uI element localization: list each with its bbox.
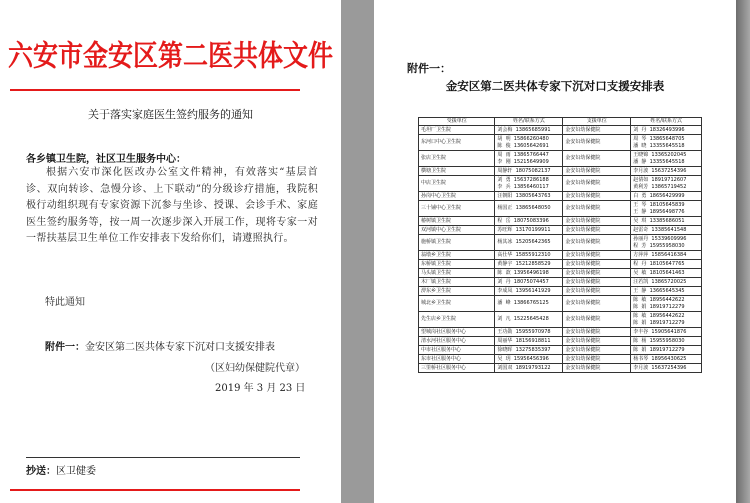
cc-label: 抄送：	[26, 466, 56, 477]
unit-cell: 望城岗社区服务中心	[419, 328, 495, 337]
contact-cell: 方萍萍 15856416384	[631, 251, 702, 260]
left-page	[0, 0, 341, 503]
page-gutter	[341, 0, 374, 503]
table-row	[419, 151, 702, 167]
expert-cell: 周 雨 13865766447 李 刚 15215649909	[495, 151, 563, 167]
table-body	[419, 126, 702, 373]
unit-cell: 先生店乡卫生院	[419, 312, 495, 328]
window-edge-shadow	[736, 0, 750, 503]
contact-cell: 陈 敏 18956442622 陈 娟 18919712279	[631, 296, 702, 312]
table-title: 金安区第二医共体专家下沉对口支援安排表	[445, 79, 665, 93]
contact-cell: 王 琴 18105645839 王 静 18956498776	[631, 201, 702, 217]
table-row	[419, 226, 702, 235]
cc-rule	[26, 457, 300, 458]
support-unit-cell: 金安妇幼保健院	[563, 364, 631, 373]
contact-cell: 王晓锦 13365202045 潘 静 13355645518	[631, 151, 702, 167]
expert-cell: 高仕华 15855912310	[495, 251, 563, 260]
table-row	[419, 135, 702, 151]
support-unit-cell: 金安妇幼保健院	[563, 287, 631, 296]
recipient-line: 各乡镇卫生院，社区卫生服务中心：	[26, 154, 186, 165]
red-header-rule	[10, 89, 300, 91]
contact-cell: 汪若凯 13865720025	[631, 278, 702, 287]
unit-cell: 东河口中心卫生院	[419, 135, 495, 151]
contact-cell: 赵雷奇 13385641548	[631, 226, 702, 235]
attachment-note	[45, 338, 275, 353]
unit-cell: 淠东乡卫生院	[419, 287, 495, 296]
support-unit-cell: 金安妇幼保健院	[563, 251, 631, 260]
expert-cell: 周丽华 18156918811	[495, 337, 563, 346]
table-row	[419, 251, 702, 260]
issue-date: 2019 年 3 月 23 日	[215, 383, 306, 394]
table-row	[419, 346, 702, 355]
expert-cell: 胡 明 15866260480 陈 俊 13605642691	[495, 135, 563, 151]
contact-cell: 赵倩如 18919712607 黄利芳 13865719452	[631, 176, 702, 192]
support-unit-cell: 金安妇幼保健院	[563, 269, 631, 278]
support-unit-cell: 金安妇幼保健院	[563, 328, 631, 337]
support-unit-cell: 金安妇幼保健院	[563, 151, 631, 167]
expert-cell: 周静轩 18075082137	[495, 167, 563, 176]
support-unit-cell: 金安妇幼保健院	[563, 278, 631, 287]
contact-cell: 李月波 15637254396	[631, 167, 702, 176]
table-row	[419, 278, 702, 287]
support-unit-cell: 金安妇幼保健院	[563, 192, 631, 201]
support-unit-cell: 金安妇幼保健院	[563, 167, 631, 176]
contact-cell: 孙丽丹 15339609996 程 芳 15955958030	[631, 235, 702, 251]
support-unit-cell: 金安妇幼保健院	[563, 126, 631, 135]
document-red-title: 六安市金安区第二医共体文件	[7, 39, 333, 73]
cc-line	[26, 462, 96, 477]
unit-cell: 清水河社区服务中心	[419, 337, 495, 346]
column-header: 姓名/联系方式	[495, 118, 563, 126]
table-row	[419, 328, 702, 337]
support-unit-cell: 金安妇幼保健院	[563, 337, 631, 346]
support-unit-cell: 金安妇幼保健院	[563, 135, 631, 151]
table-row	[419, 176, 702, 192]
table-row	[419, 192, 702, 201]
column-header: 姓名/联系方式	[631, 118, 702, 126]
table-header-row	[419, 118, 702, 126]
unit-cell: 东桥镇卫生院	[419, 260, 495, 269]
unit-cell: 毛坦厂卫生院	[419, 126, 495, 135]
unit-cell: 中市社区服务中心	[419, 346, 495, 355]
issuer-seal-note: （区妇幼保健院代章）	[205, 363, 305, 374]
support-schedule-table	[418, 117, 702, 373]
right-page	[374, 0, 736, 503]
contact-cell: 白 勇 18656429999	[631, 192, 702, 201]
table-row	[419, 337, 702, 346]
support-unit-cell: 金安妇幼保健院	[563, 226, 631, 235]
table-row	[419, 364, 702, 373]
unit-cell: 木厂镇卫生院	[419, 278, 495, 287]
unit-cell: 三里桥社区服务中心	[419, 364, 495, 373]
table-row	[419, 235, 702, 251]
unit-cell: 三十铺中心卫生院	[419, 201, 495, 217]
attachment-note-text: 金安区第二医共体专家下沉对口支援安排表	[85, 342, 275, 353]
expert-cell: 陈 歆 13956496198	[495, 269, 563, 278]
table-row	[419, 260, 702, 269]
support-unit-cell: 金安妇幼保健院	[563, 296, 631, 312]
unit-cell: 张店卫生院	[419, 151, 495, 167]
table-row	[419, 287, 702, 296]
unit-cell: 双河镇中心卫生院	[419, 226, 495, 235]
support-unit-cell: 金安妇幼保健院	[563, 217, 631, 226]
unit-cell: 横塘卫生院	[419, 167, 495, 176]
expert-cell: 杨其冰 15205642365	[495, 235, 563, 251]
expert-cell: 徐晓晖 13275835397	[495, 346, 563, 355]
cc-text: 区卫健委	[56, 466, 96, 477]
support-unit-cell: 金安妇幼保健院	[563, 260, 631, 269]
expert-cell: 杨国正 13865648050	[495, 201, 563, 217]
column-header: 支援单位	[563, 118, 631, 126]
support-unit-cell: 金安妇幼保健院	[563, 201, 631, 217]
notice-body: 根据六安市深化医改办公室文件精神，有效落实“基层首诊、双向转诊、急慢分诊、上下联动”的分级诊疗措施，我院积极行动组织现有专家资源下沉参与坐诊、授课、会诊手术、家庭医生签约服务等，按一周一次逐步深入开展工作，现将专家一对一帮扶基层卫生单位工作安排表下发给你们，请遵照执行。	[26, 167, 318, 244]
expert-cell: 吴 玥 15956456396	[495, 355, 563, 364]
contact-cell: 吴 敏 18105641463	[631, 269, 702, 278]
unit-cell: 中店卫生院	[419, 176, 495, 192]
expert-cell: 汪朝阳 13805643763	[495, 192, 563, 201]
support-unit-cell: 金安妇幼保健院	[563, 235, 631, 251]
expert-cell: 黄静宇 15212858529	[495, 260, 563, 269]
support-unit-cell: 金安妇幼保健院	[563, 176, 631, 192]
table-row	[419, 201, 702, 217]
expert-cell: 刘会梅 13865685991	[495, 126, 563, 135]
contact-cell: 陈 敏 18956442622 陈 娟 18919712279	[631, 312, 702, 328]
expert-cell: 王功勋 15955970978	[495, 328, 563, 337]
contact-cell: 李月波 15637254396	[631, 364, 702, 373]
table-row	[419, 312, 702, 328]
table-row	[419, 126, 702, 135]
unit-cell: 翁墩乡卫生院	[419, 251, 495, 260]
expert-cell: 刘 凡 15225645428	[495, 312, 563, 328]
table-row	[419, 296, 702, 312]
expert-cell: 李成凤 13956141929	[495, 287, 563, 296]
expert-cell: 刘 勇 15637286188 李 兵 13856460117	[495, 176, 563, 192]
table-row	[419, 269, 702, 278]
attachment-note-label: 附件一：	[45, 342, 85, 353]
expert-cell: 程 岳 18075083396	[495, 217, 563, 226]
contact-cell: 吴 琪 13385686051	[631, 217, 702, 226]
column-header: 受援单位	[419, 118, 495, 126]
expert-cell: 刘国双 18919793122	[495, 364, 563, 373]
attachment-label: 附件一：	[407, 62, 451, 75]
expert-cell: 苏旺辉 13170199911	[495, 226, 563, 235]
support-unit-cell: 金安妇幼保健院	[563, 355, 631, 364]
expert-cell: 潘 峰 13866765125	[495, 296, 563, 312]
notice-title: 关于落实家庭医生签约服务的通知	[88, 108, 253, 121]
contact-cell: 王 静 13665645345	[631, 287, 702, 296]
contact-cell: 陈 杨 15955958030	[631, 337, 702, 346]
contact-cell: 程 丹 18105647765	[631, 260, 702, 269]
contact-cell: 刘 丹 18326493996	[631, 126, 702, 135]
unit-cell: 东市社区服务中心	[419, 355, 495, 364]
red-footer-rule	[10, 489, 300, 491]
contact-cell: 李丰谷 15905641876	[631, 328, 702, 337]
table-row	[419, 167, 702, 176]
contact-cell: 杨书琴 18956430625	[631, 355, 702, 364]
unit-cell: 马头镇卫生院	[419, 269, 495, 278]
unit-cell: 孙岗中心卫生院	[419, 192, 495, 201]
unit-cell: 施桥镇卫生院	[419, 235, 495, 251]
unit-cell: 椿树镇卫生院	[419, 217, 495, 226]
contact-cell: 周 琴 13865648705 潘 晓 13355645518	[631, 135, 702, 151]
support-unit-cell: 金安妇幼保健院	[563, 312, 631, 328]
contact-cell: 陈 娟 18919712279	[631, 346, 702, 355]
sign-off: 特此通知	[45, 297, 85, 308]
unit-cell: 城北乡卫生院	[419, 296, 495, 312]
table-row	[419, 355, 702, 364]
table-row	[419, 217, 702, 226]
expert-cell: 刘 丹 18075074457	[495, 278, 563, 287]
support-unit-cell: 金安妇幼保健院	[563, 346, 631, 355]
